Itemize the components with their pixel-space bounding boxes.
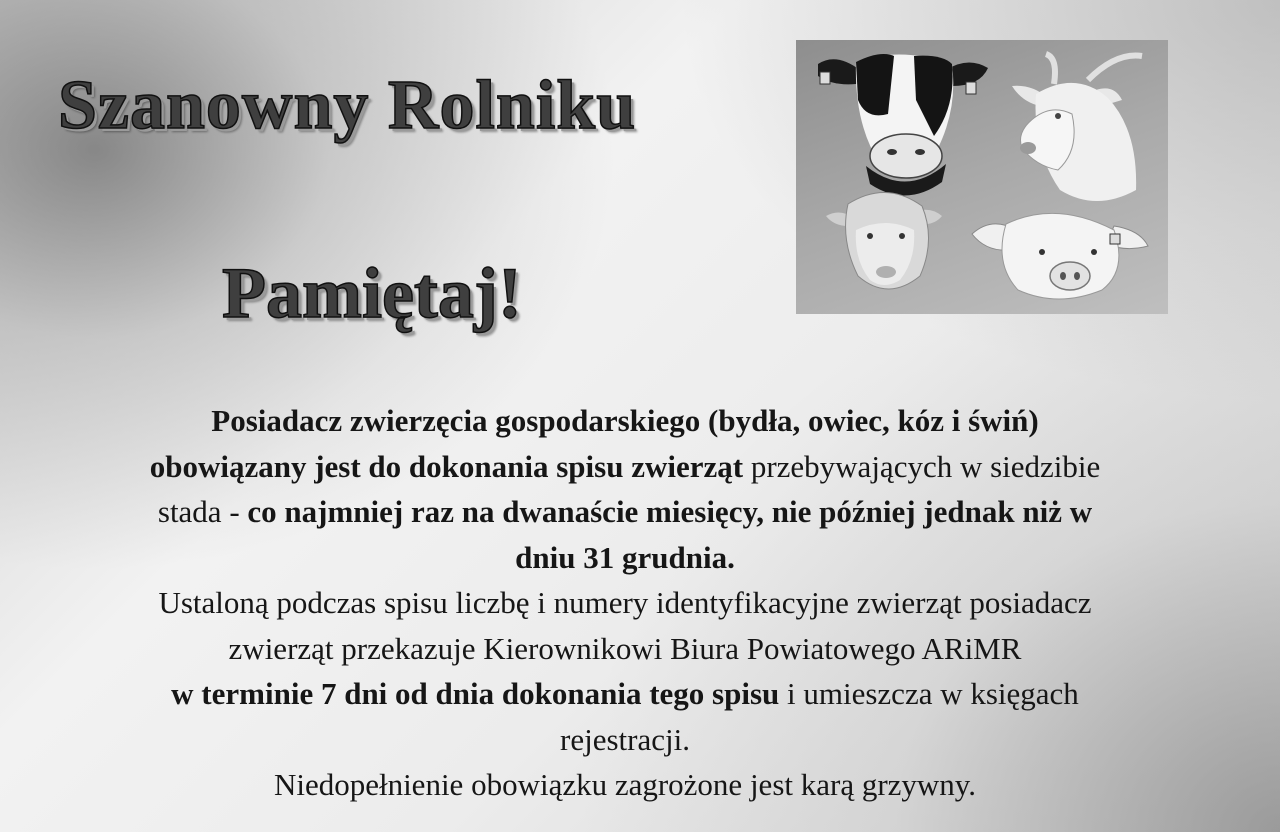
notice-line-7-bold: w terminie 7 dni od dnia dokonania tego spisu xyxy=(171,676,780,711)
notice-line-2-regular: przebywających w siedzibie xyxy=(743,448,1101,484)
title: Szanowny Rolniku xyxy=(58,67,637,144)
notice-line-2-bold: obowiązany jest do dokonania spisu zwierząt xyxy=(149,448,744,484)
cow-icon xyxy=(818,54,988,196)
notice-line-4: dniu 31 grudnia. xyxy=(515,539,735,575)
notice-line-6: zwierząt przekazuje Kierownikowi Biura Powiatowego ARiMR xyxy=(228,630,1022,666)
notice-line-3 xyxy=(20,489,1230,535)
notice-line-5: Ustaloną podczas spisu liczbę i numery identyfikacyjne zwierząt posiadacz xyxy=(158,585,1092,620)
notice-line-3-bold: co najmniej raz na dwanaście miesięcy, nie później jednak niż w xyxy=(247,494,1093,529)
subtitle: Pamiętaj! xyxy=(222,253,522,333)
sheep-icon xyxy=(826,192,942,289)
goat-icon xyxy=(1012,54,1142,201)
notice-line-7 xyxy=(20,671,1230,717)
notice-line-8: rejestracji. xyxy=(560,721,690,757)
notice-line-9: Niedopełnienie obowiązku zagrożone jest karą grzywny. xyxy=(273,767,977,802)
notice-line-3-regular: stada - xyxy=(157,494,248,529)
notice-line-2 xyxy=(20,444,1230,490)
farm-animals-icon xyxy=(796,40,1168,314)
notice-line-7-regular: i umieszcza w księgach xyxy=(779,676,1079,711)
notice-paragraph xyxy=(20,398,1230,808)
pig-icon xyxy=(972,213,1148,299)
notice-line-1: Posiadacz zwierzęcia gospodarskiego (bydła, owiec, kóz i świń) xyxy=(211,403,1039,438)
